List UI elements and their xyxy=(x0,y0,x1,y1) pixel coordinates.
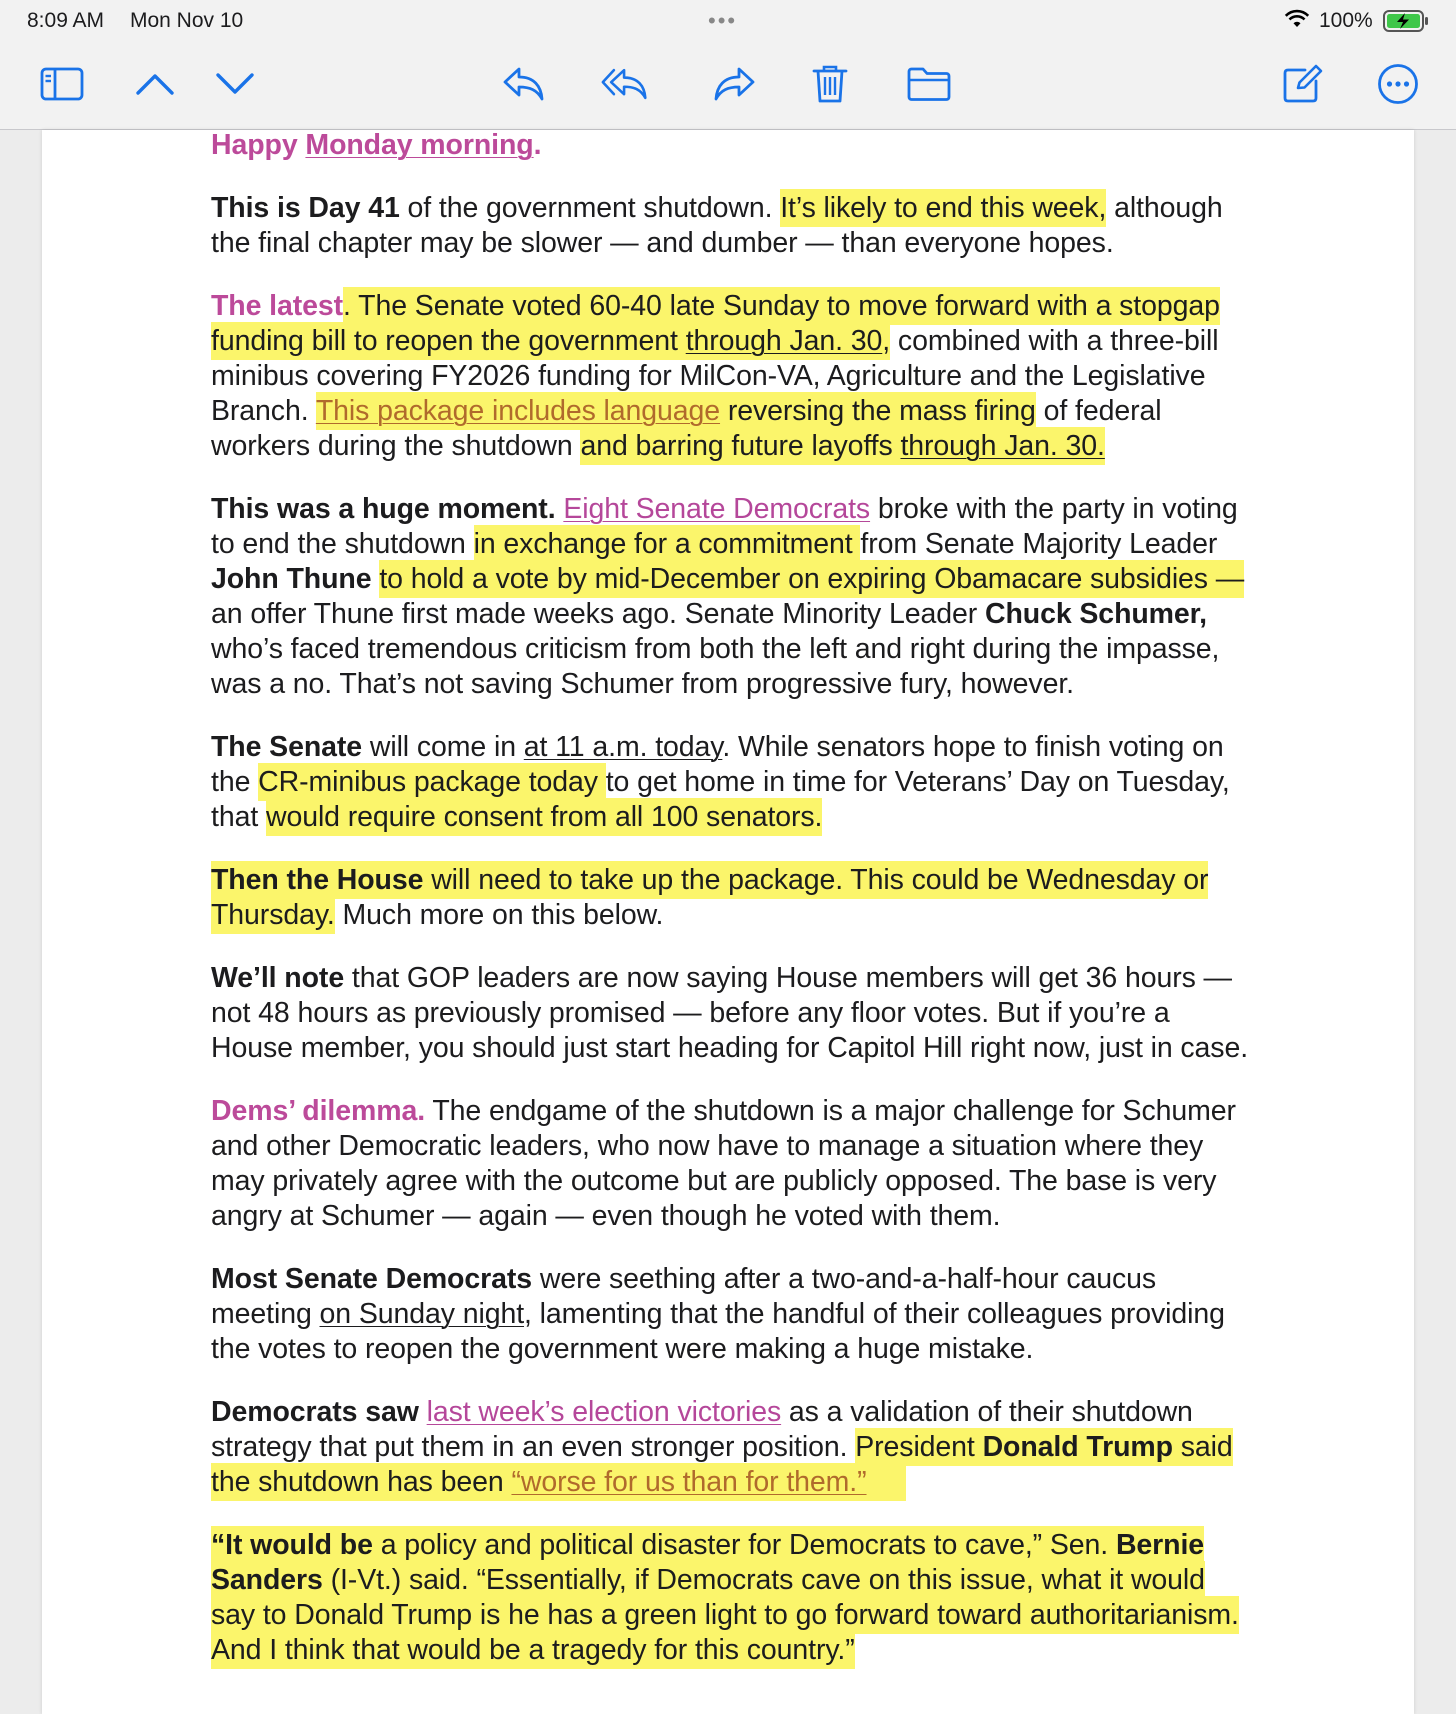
election-victories-link[interactable]: last week’s election victories xyxy=(426,1396,782,1428)
package-language-link[interactable]: This package includes language xyxy=(315,395,721,427)
status-time: 8:09 AM xyxy=(27,9,105,32)
battery-charging-icon xyxy=(1383,10,1429,38)
reply-icon[interactable] xyxy=(500,60,548,108)
paragraph-house: Then the House will need to take up the package. This could be Wednesday or Thursday. Much more on this below. xyxy=(211,863,1251,933)
chevron-down-icon[interactable] xyxy=(211,60,259,108)
battery-percent: 100% xyxy=(1319,9,1373,32)
mail-toolbar xyxy=(0,40,1456,130)
compose-icon[interactable] xyxy=(1278,60,1326,108)
multitask-dots-icon[interactable]: ••• xyxy=(708,8,738,33)
folder-icon[interactable] xyxy=(905,60,953,108)
status-date: Mon Nov 10 xyxy=(130,9,244,32)
wifi-icon xyxy=(1284,9,1310,35)
paragraph-democrats-saw: Democrats saw last week’s election victories as a validation of their shutdown strategy that put them in an even stronger position. President Donald Trump said the shutdown has been “worse for us than for them.” xyxy=(211,1395,1251,1500)
reply-all-icon[interactable] xyxy=(601,60,649,108)
chevron-up-icon[interactable] xyxy=(131,60,179,108)
paragraph-dems-dilemma: Dems’ dilemma. The endgame of the shutdown is a major challenge for Schumer and other Democratic leaders, who now have to manage a situation where they may privately agree with the outcome but are publicly opposed. The base is very angry at Schumer — again — even though he voted with them. xyxy=(211,1095,1236,1232)
sidebar-icon[interactable] xyxy=(38,60,86,108)
paragraph-well-note: We’ll note that GOP leaders are now saying House members will get 36 hours — not 48 hours as previously promised — before any floor votes. But if you’re a House member, you should just start heading for Capitol Hill right now, just in case. xyxy=(211,962,1249,1064)
eight-senate-democrats-link[interactable]: Eight Senate Democrats xyxy=(563,493,871,525)
worse-for-us-link[interactable]: “worse for us than for them.” xyxy=(511,1466,867,1498)
greeting: Happy Monday morning. xyxy=(211,129,542,161)
paragraph-most-senate-democrats: Most Senate Democrats were seething after a two-and-a-half-hour caucus meeting on Sunday night, lamenting that the handful of their colleagues providing the votes to reopen the government were making a huge mistake. xyxy=(211,1263,1225,1365)
more-icon[interactable] xyxy=(1374,60,1422,108)
paragraph-senate-schedule: The Senate will come in at 11 a.m. today. While senators hope to finish voting on the CR-minibus package today to get home in time for Veterans’ Day on Tuesday, that would require consent from all 100 senators. xyxy=(211,730,1251,835)
greeting-link[interactable]: Monday morning xyxy=(305,129,534,161)
email-body xyxy=(211,128,1251,1696)
paragraph-sanders-quote: “It would be a policy and political disaster for Democrats to cave,” Sen. Bernie Sanders (I-Vt.) said. “Essentially, if Democrats cave on this issue, what it would say to Donald Trump is he has a green light to go forward toward authoritarianism. And I think that would be a tragedy for this country.” xyxy=(211,1528,1251,1668)
status-bar xyxy=(0,0,1456,40)
trash-icon[interactable] xyxy=(806,60,854,108)
forward-icon[interactable] xyxy=(710,60,758,108)
paragraph-latest: The latest. The Senate voted 60-40 late Sunday to move forward with a stopgap funding bill to reopen the government through Jan. 30, combined with a three-bill minibus covering FY2026 funding for MilCon-VA, Agriculture and the Legislative Branch. This package includes language reversing the mass firing of federal workers during the shutdown and barring future layoffs through Jan. 30. xyxy=(211,289,1251,464)
paragraph-day-41: This is Day 41 of the government shutdown. It’s likely to end this week, although the final chapter may be slower — and dumber — than everyone hopes. xyxy=(211,191,1251,261)
paragraph-huge-moment: This was a huge moment. Eight Senate Democrats broke with the party in voting to end the shutdown in exchange for a commitment from Senate Majority Leader John Thune to hold a vote by mid-December on expiring Obamacare subsidies — an offer Thune first made weeks ago. Senate Minority Leader Chuck Schumer, who’s faced tremendous criticism from both the left and right during the impasse, was a no. That’s not saving Schumer from progressive fury, however. xyxy=(211,493,1245,700)
